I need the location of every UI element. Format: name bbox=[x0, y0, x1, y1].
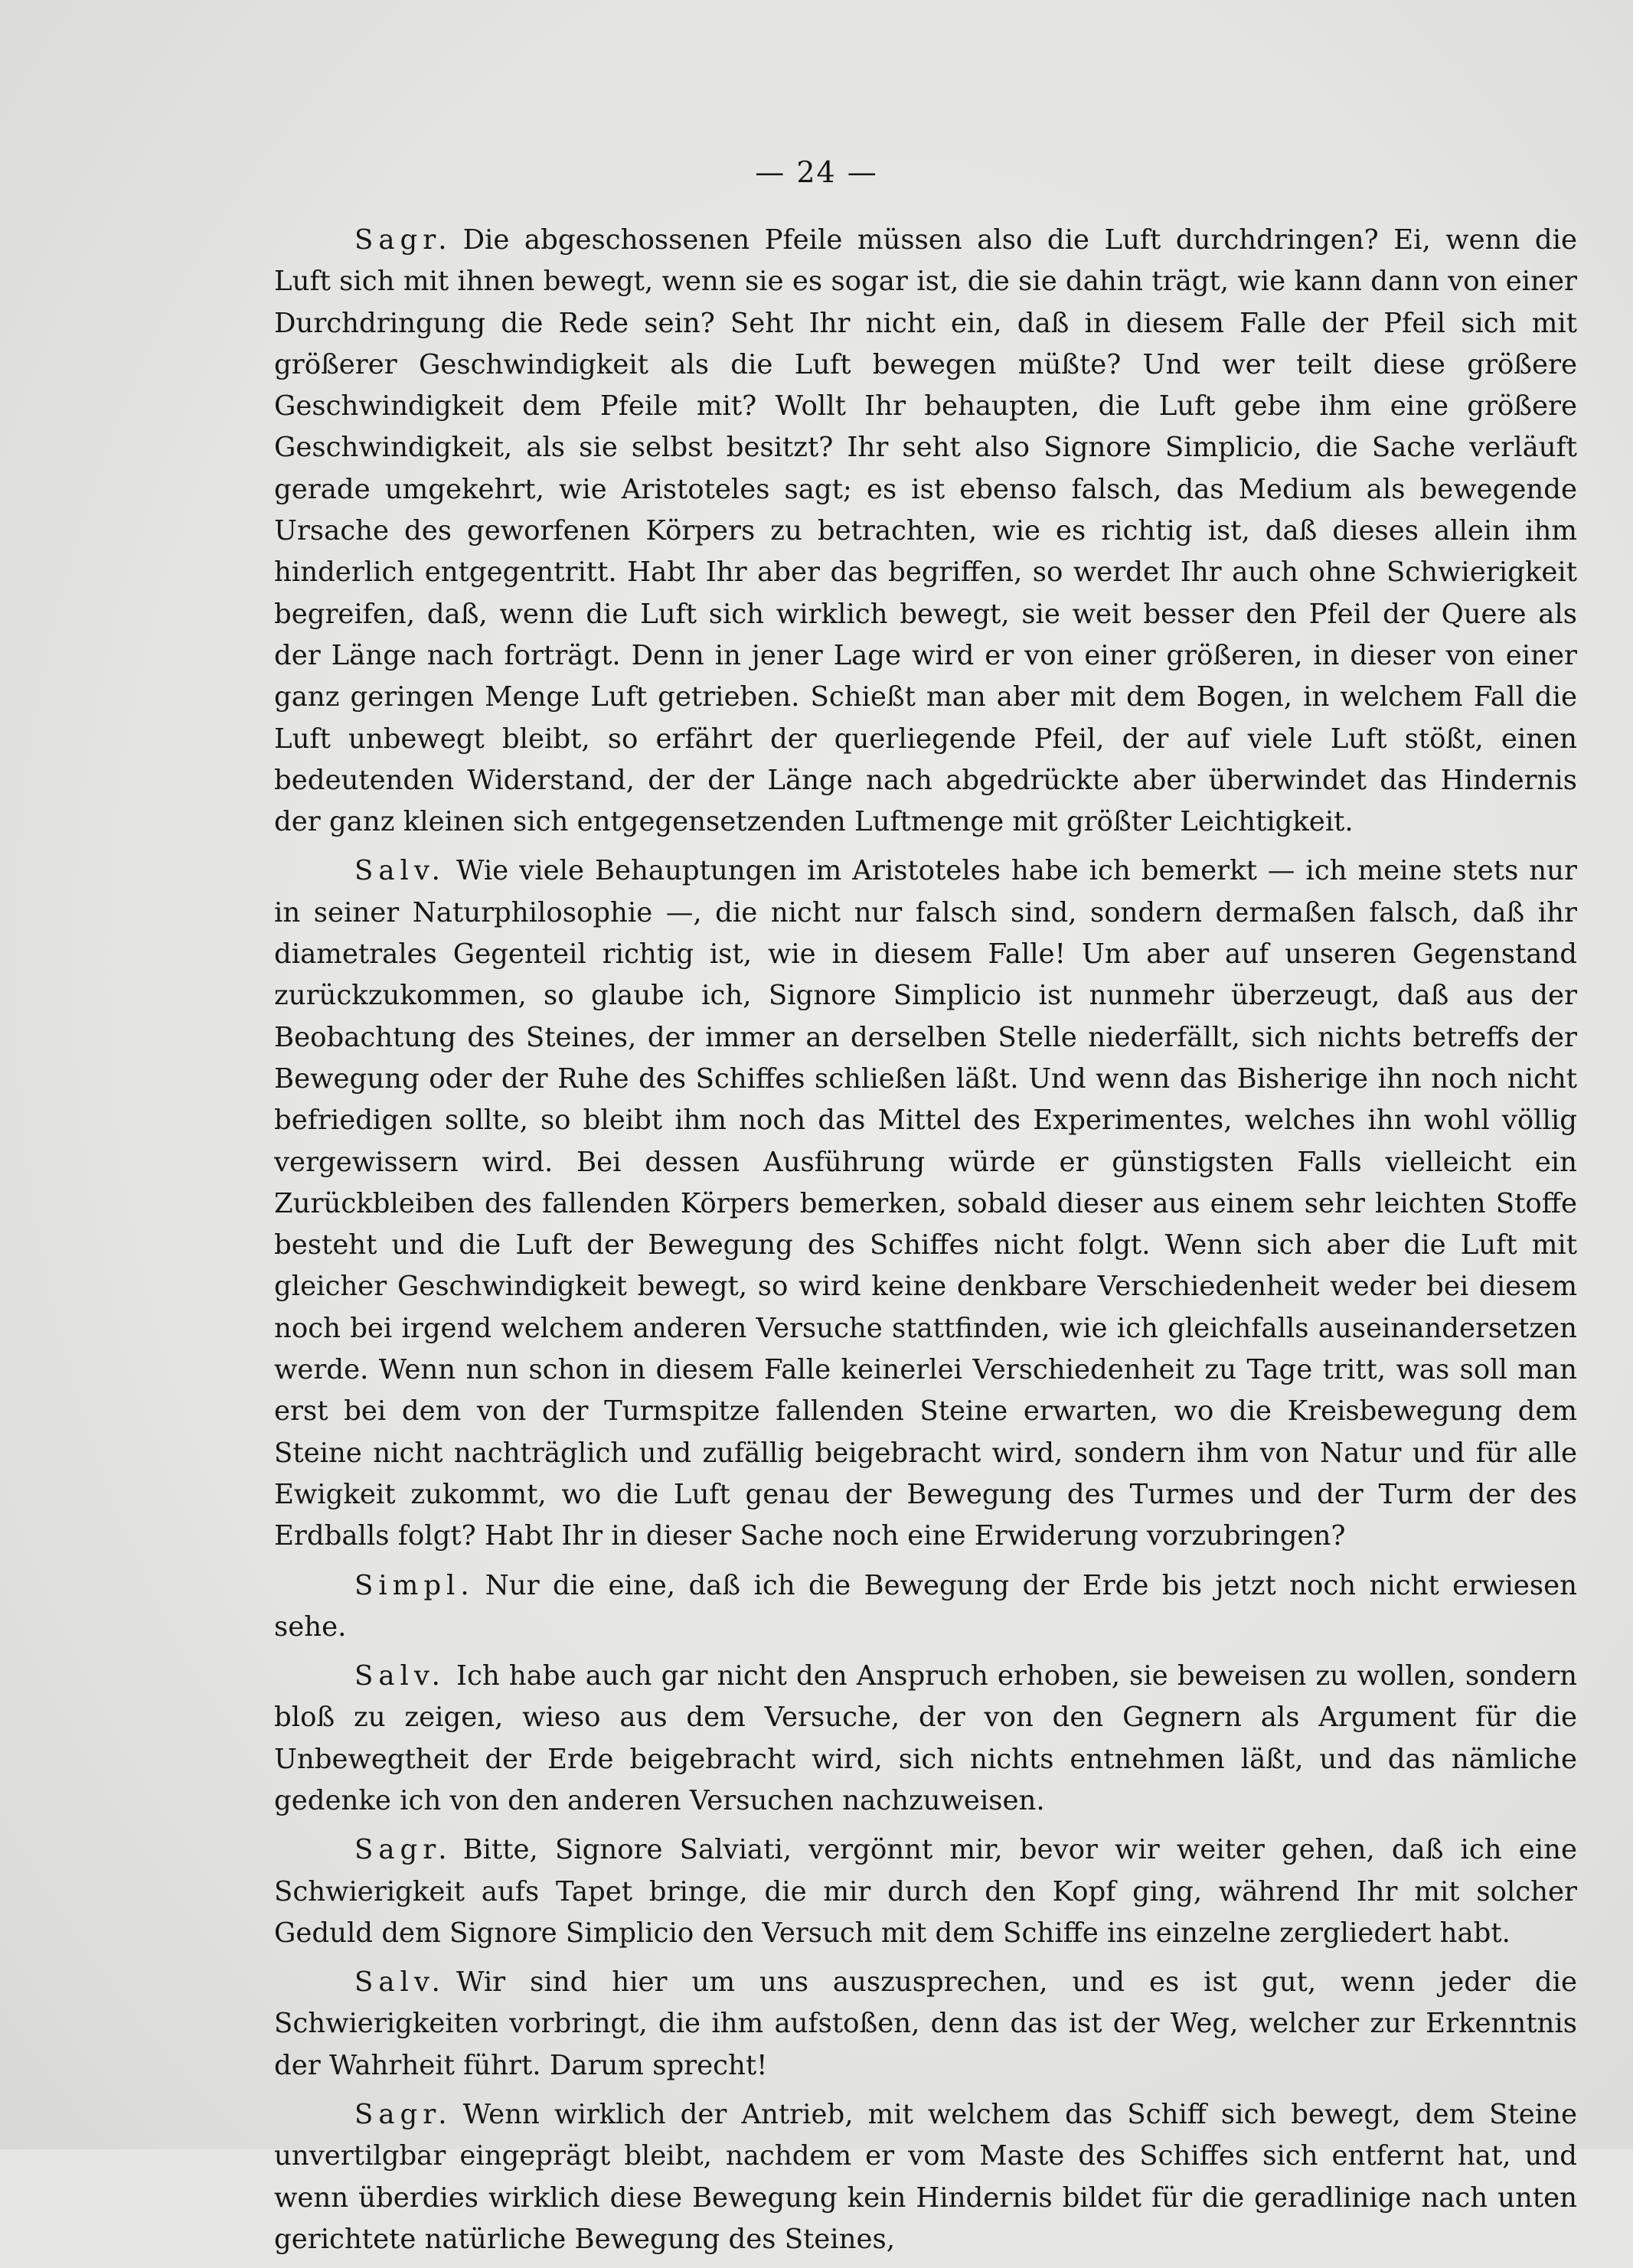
speaker-name: Sagr. bbox=[354, 1834, 452, 1866]
page-number: — 24 — bbox=[755, 155, 878, 189]
paragraph bbox=[274, 1962, 1577, 2087]
paragraph-text: Wie viele Behauptungen im Aristoteles habe ich bemerkt — ich meine stets nur in seiner Naturphilosophie —, die nicht nur falsch sind, sondern dermaßen falsch, daß ihr diametrales Gegenteil richtig ist, wie in diesem Falle! Um aber auf unseren Gegenstand zurückzukommen, so glaube ich, Signore Simplicio ist nunmehr überzeugt, daß aus der Beobachtung des Steines, der immer an derselben Stelle niederfällt, sich nichts betreffs der Bewegung oder der Ruhe des Schiffes schließen läßt. Und wenn das Bisherige ihn noch nicht befriedigen sollte, so bleibt ihm noch das Mittel des Experimentes, welches ihn wohl völlig vergewissern wird. Bei dessen Ausführung würde er günstigsten Falls vielleicht ein Zurückbleiben des fallenden Körpers bemerken, sobald dieser aus einem sehr leichten Stoffe besteht und die Luft der Bewegung des Schiffes nicht folgt. Wenn sich aber die Luft mit gleicher Geschwindigkeit bewegt, so wird keine denkbare Verschiedenheit weder bei diesem noch bei irgend welchem anderen Versuche stattfinden, wie ich gleichfalls auseinandersetzen werde. Wenn nun schon in diesem Falle keinerlei Verschiedenheit zu Tage tritt, was soll man erst bei dem von der Turmspitze fallenden Steine erwarten, wo die Kreisbewegung dem Steine nicht nachträglich und zufällig beigebracht wird, sondern ihm von Natur und für alle Ewigkeit zukommt, wo die Luft genau der Bewegung des Turmes und der Turm der des Erdballs folgt? Habt Ihr in dieser Sache noch eine Erwiderung vorzubringen? bbox=[274, 855, 1577, 1552]
paragraph-text: Bitte, Signore Salviati, vergönnt mir, bevor wir weiter gehen, daß ich eine Schwierigkeit aufs Tapet bringe, die mir durch den Kopf ging, während Ihr mit solcher Geduld dem Signore Simplicio den Versuch mit dem Schiffe ins einzelne zergliedert habt. bbox=[274, 1834, 1577, 1949]
speaker-name: Salv. bbox=[354, 1660, 446, 1692]
paragraph bbox=[274, 220, 1577, 843]
paragraph bbox=[274, 1565, 1577, 1649]
speaker-name: Salv. bbox=[354, 1966, 446, 1999]
paragraph bbox=[274, 2094, 1577, 2260]
body-text bbox=[274, 220, 1577, 2268]
paragraph bbox=[274, 850, 1577, 1557]
speaker-name: Sagr. bbox=[354, 2099, 452, 2131]
paragraph-text: Die abgeschossenen Pfeile müssen also die Luft durchdringen? Ei, wenn die Luft sich mit ihnen bewegt, wenn sie es sogar ist, die sie dahin trägt, wie kann dann von einer Durchdringung die Rede sein? Seht Ihr nicht ein, daß in diesem Falle der Pfeil sich mit größerer Geschwindigkeit als die Luft bewegen müßte? Und wer teilt diese größere Geschwindigkeit dem Pfeile mit? Wollt Ihr behaupten, die Luft gebe ihm eine größere Geschwindigkeit, als sie selbst besitzt? Ihr seht also Signore Simplicio, die Sache verläuft gerade umgekehrt, wie Aristoteles sagt; es ist ebenso falsch, das Medium als bewegende Ursache des geworfenen Körpers zu betrachten, wie es richtig ist, daß dieses allein ihm hinderlich entgegentritt. Habt Ihr aber das begriffen, so werdet Ihr auch ohne Schwierigkeit begreifen, daß, wenn die Luft sich wirklich bewegt, sie weit besser den Pfeil der Quere als der Länge nach forträgt. Denn in jener Lage wird er von einer größeren, in dieser von einer ganz geringen Menge Luft getrieben. Schießt man aber mit dem Bogen, in welchem Fall die Luft unbewegt bleibt, so erfährt der querliegende Pfeil, der auf viele Luft stößt, einen bedeutenden Widerstand, der der Länge nach abgedrückte aber überwindet das Hindernis der ganz kleinen sich entgegensetzenden Luftmenge mit größter Leichtigkeit. bbox=[274, 224, 1577, 838]
speaker-name: Salv. bbox=[354, 855, 446, 887]
paragraph-text: Wir sind hier um uns auszusprechen, und es ist gut, wenn jeder die Schwierigkeiten vorbringt, die ihm aufstoßen, denn das ist der Weg, welcher zur Erkenntnis der Wahrheit führt. Darum sprecht! bbox=[274, 1966, 1577, 2081]
paragraph-text: Wenn wirklich der Antrieb, mit welchem das Schiff sich bewegt, dem Steine unvertilgbar eingeprägt bleibt, nachdem er vom Maste des Schiffes sich entfernt hat, und wenn überdies wirklich diese Bewegung kein Hindernis bildet für die geradlinige nach unten gerichtete natürliche Bewegung des Steines, bbox=[274, 2099, 1577, 2255]
paragraph bbox=[274, 1656, 1577, 1822]
paragraph-text: Nur die eine, daß ich die Bewegung der Erde bis jetzt noch nicht erwiesen sehe. bbox=[274, 1569, 1577, 1643]
speaker-name: Simpl. bbox=[354, 1569, 475, 1601]
paragraph bbox=[274, 1829, 1577, 1954]
speaker-name: Sagr. bbox=[354, 224, 452, 256]
paragraph-text: Ich habe auch gar nicht den Anspruch erhoben, sie beweisen zu wollen, sondern bloß zu zeigen, wieso aus dem Versuche, der von den Gegnern als Argument für die Unbewegtheit der Erde beigebracht wird, sich nichts entnehmen läßt, und das nämliche gedenke ich von den anderen Versuchen nachzuweisen. bbox=[274, 1660, 1577, 1816]
